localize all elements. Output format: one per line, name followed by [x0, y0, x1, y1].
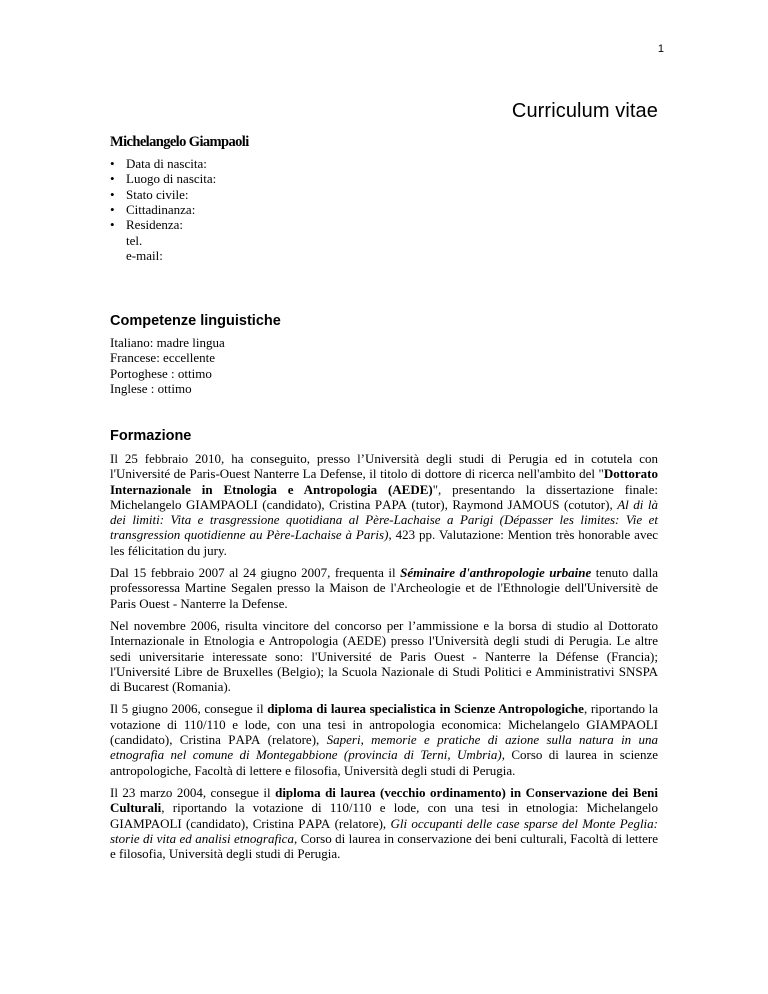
bullet-icon: • — [110, 171, 115, 187]
info-item-residence: • Residenza: — [110, 217, 184, 233]
education-paragraph-seminar: Dal 15 febbraio 2007 al 24 giugno 2007, frequenta il Séminaire d'anthropologie urbaine tenuto dalla professoressa Martine Segalen presso la Maison de l'Archeologie et de l'Ethnologie dell'Universitè de Paris Ouest - Nanterre la Defense. — [110, 565, 658, 611]
info-item-civil-status: • Stato civile: — [110, 186, 189, 202]
info-phone-label: tel. — [126, 233, 143, 248]
languages-list — [110, 335, 225, 396]
education-paragraph-specialist-degree: Il 5 giugno 2006, consegue il diploma di laurea specialistica in Scienze Antropologiche, riportando la votazione di 110/110 e lode, con una tesi in antropologia economica: Michelangelo GIAMPAOLI (candidato), Cristina PAPA (relatore), Saperi, memorie e pratiche di azione sulla natura in una etnografia nel comune di Montegabbione (provincia di Terni, Umbria), Corso di laurea in scienze antropologiche, Facoltà di lettere e filosofia, Università degli studi di Perugia. — [110, 701, 659, 778]
education-paragraph-degree: Il 23 marzo 2004, consegue il diploma di laurea (vecchio ordinamento) in Conservazione dei Beni Culturali, riportando la votazione di 110/110 e lode, con una tesi in etnologia: Michelangelo GIAMPAOLI (candidato), Cristina PAPA (relatore), Gli occupanti delle case sparse del Monte Peglia: storie di vita ed analisi etnografica, Corso di laurea in conservazione dei beni culturali, Facoltà di lettere e filosofia, Università degli studi di Perugia. — [110, 784, 658, 862]
info-email-label: e-mail: — [126, 248, 163, 263]
bullet-icon: • — [110, 201, 115, 217]
personal-info-list — [110, 156, 216, 232]
info-item-citizenship: • Cittadinanza: — [110, 201, 196, 217]
document-title: Curriculum vitae — [511, 100, 658, 122]
education-section — [110, 451, 658, 868]
bullet-icon: • — [110, 186, 115, 202]
language-item: Inglese : ottimo — [110, 380, 192, 396]
language-item: Portoghese : ottimo — [110, 365, 212, 381]
language-item: Italiano: madre lingua — [110, 335, 225, 350]
education-heading: Formazione — [110, 428, 192, 444]
languages-heading: Competenze linguistiche — [110, 313, 281, 329]
education-paragraph-scholarship: Nel novembre 2006, risulta vincitore del concorso per l’ammissione e la borsa di studio al Dottorato Internazionale in Etnologia e Antropologia (AEDE) presso l'Università degli studi di Perugia. Le altre sedi universitarie interessate sono: l'Université de Paris Ouest - Nanterre la Défense (Francia); l'Université Libre de Bruxelles (Belgio); la Scuola Nazionale di Studi Politici e Amministrativi SNSPA di Bucarest (Romania). — [110, 617, 658, 695]
education-paragraph-doctorate: Il 25 febbraio 2010, ha conseguito, presso l’Università degli studi di Perugia ed in cotutela con l'Université de Paris-Ouest Nanterre La Defense, il titolo di dottore di ricerca nell'ambito del "Dottorato Internazionale in Etnologia e Antropologia (AEDE)", presentando la dissertazione finale: Michelangelo GIAMPAOLI (candidato), Cristina PAPA (tutor), Raymond JAMOUS (cotutor), Al di là dei limiti: Vita e trasgressione quotidiana al Père-Lachaise a Parigi (Dépasser les limites: Vie et transgression quotidienne au Père-Lachaise à Paris), 423 pp. Valutazione: Mention très honorable avec les félicitation du jury. — [110, 451, 659, 558]
person-name: Michelangelo Giampaoli — [110, 134, 249, 150]
bullet-icon: • — [110, 156, 115, 171]
language-item: Francese: eccellente — [110, 350, 216, 366]
page-number: 1 — [657, 43, 664, 55]
info-item-birth-place: • Luogo di nascita: — [110, 171, 217, 187]
info-item-birth-date: • Data di nascita: — [110, 156, 207, 171]
bullet-icon: • — [110, 217, 115, 233]
